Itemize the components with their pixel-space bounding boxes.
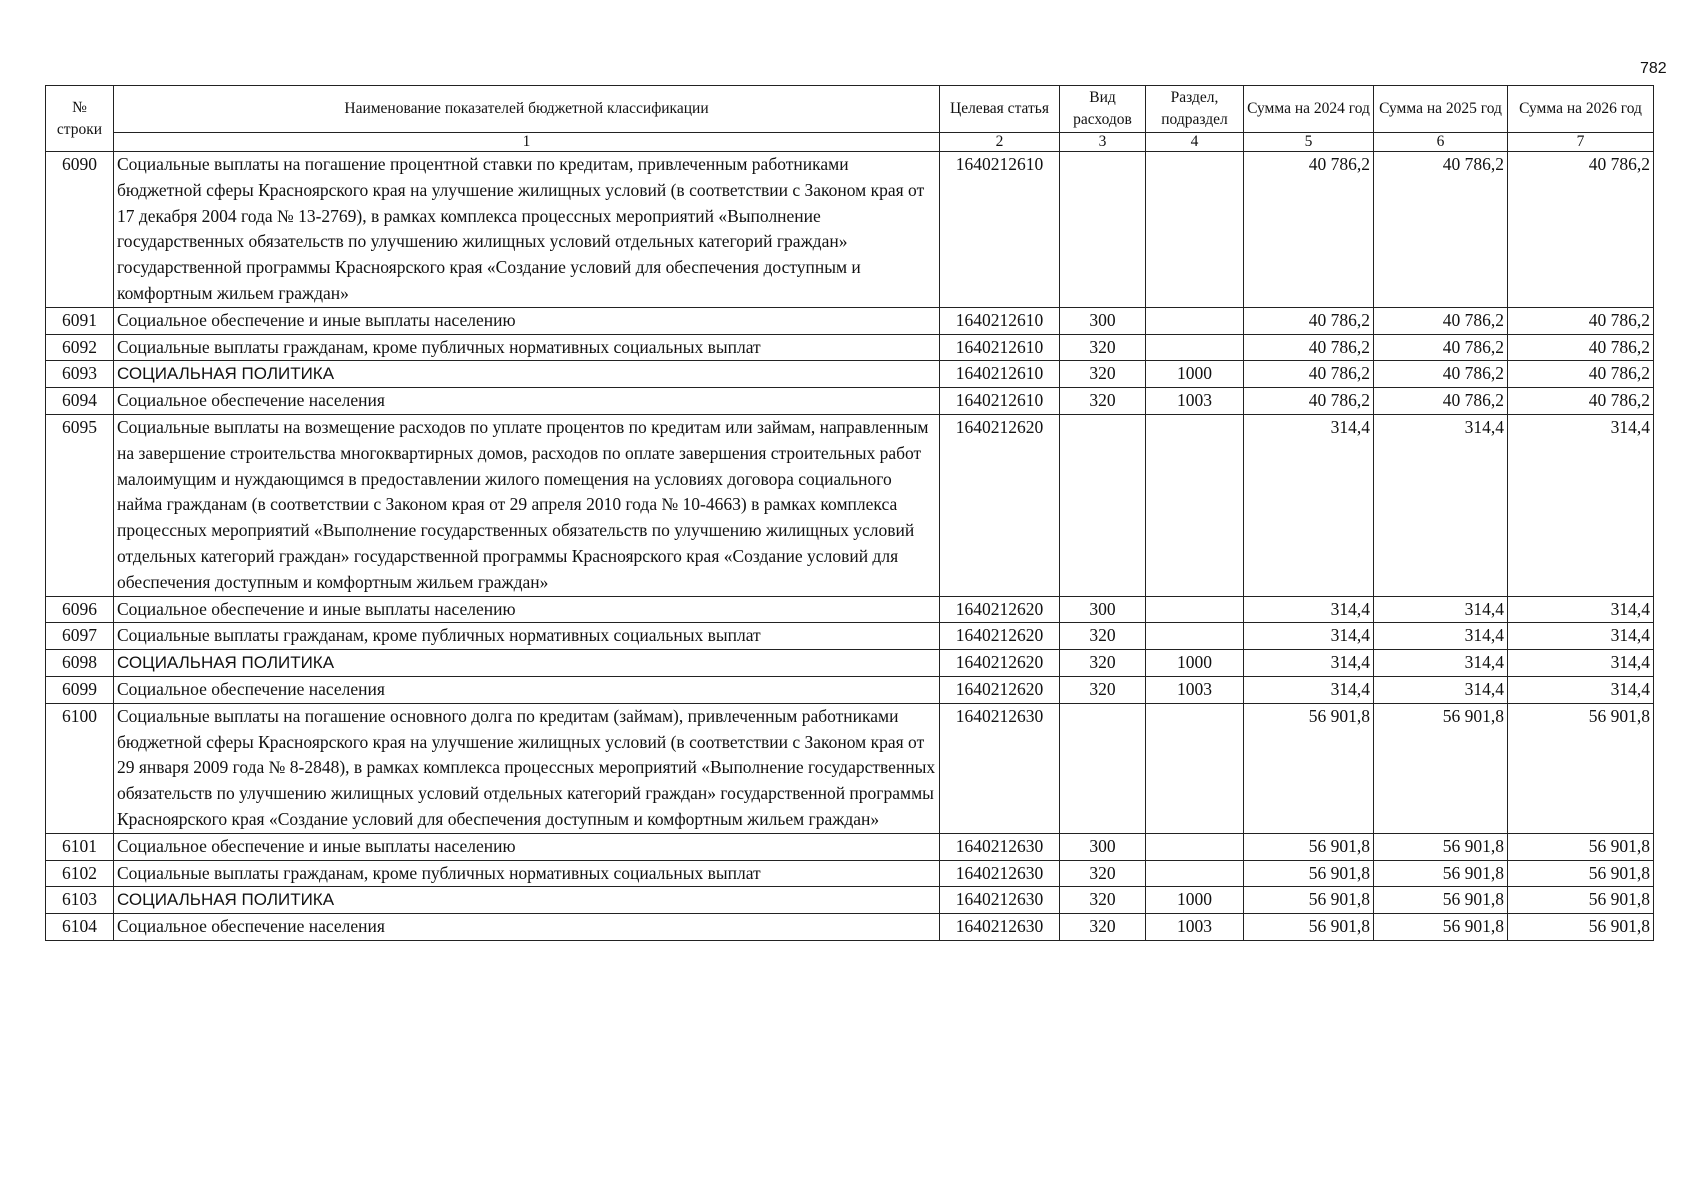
row-name: СОЦИАЛЬНАЯ ПОЛИТИКА (114, 887, 940, 914)
table-row (46, 361, 1654, 388)
row-section: 1000 (1146, 361, 1244, 388)
row-expense-type: 320 (1060, 623, 1146, 650)
table-row (46, 152, 1654, 308)
table-row (46, 623, 1654, 650)
row-name: Социальное обеспечение населения (114, 914, 940, 941)
row-section (1146, 833, 1244, 860)
row-section: 1000 (1146, 887, 1244, 914)
row-amount-2025: 56 901,8 (1374, 860, 1508, 887)
table-row (46, 887, 1654, 914)
row-number: 6104 (46, 914, 114, 941)
row-amount-2025: 314,4 (1374, 596, 1508, 623)
row-amount-2026: 314,4 (1508, 650, 1654, 677)
row-target-article: 1640212630 (940, 887, 1060, 914)
column-number: 3 (1060, 133, 1146, 152)
row-target-article: 1640212630 (940, 914, 1060, 941)
header-name: Наименование показателей бюджетной классификации (114, 86, 940, 133)
row-section (1146, 623, 1244, 650)
row-amount-2024: 56 901,8 (1244, 833, 1374, 860)
row-expense-type: 320 (1060, 334, 1146, 361)
table-body (46, 152, 1654, 941)
row-amount-2024: 40 786,2 (1244, 152, 1374, 308)
row-expense-type (1060, 703, 1146, 833)
table-row (46, 914, 1654, 941)
row-amount-2025: 56 901,8 (1374, 914, 1508, 941)
column-number-row (46, 133, 1654, 152)
row-amount-2024: 314,4 (1244, 623, 1374, 650)
row-name: Социальные выплаты на погашение процентной ставки по кредитам, привлеченным работниками бюджетной сферы Красноярского края на улучшение жилищных условий (в соответствии с Законом края от 17 декабря 2004 года № 13-2769), в рамках комплекса процессных мероприятий «Выполнение государственных обязательств по улучшению жилищных условий отдельных категорий граждан» государственной программы Красноярского края «Создание условий для обеспечения доступным и комфортным жильем граждан» (114, 152, 940, 308)
row-expense-type: 320 (1060, 361, 1146, 388)
row-number: 6100 (46, 703, 114, 833)
row-number: 6099 (46, 676, 114, 703)
header-type: Вид расходов (1060, 86, 1146, 133)
row-number: 6096 (46, 596, 114, 623)
row-target-article: 1640212620 (940, 676, 1060, 703)
row-amount-2024: 314,4 (1244, 650, 1374, 677)
row-number: 6095 (46, 414, 114, 596)
row-amount-2026: 40 786,2 (1508, 334, 1654, 361)
row-name: Социальное обеспечение населения (114, 676, 940, 703)
table-row (46, 703, 1654, 833)
row-target-article: 1640212610 (940, 361, 1060, 388)
row-expense-type: 320 (1060, 860, 1146, 887)
table-row (46, 833, 1654, 860)
row-target-article: 1640212630 (940, 860, 1060, 887)
row-target-article: 1640212610 (940, 388, 1060, 415)
row-expense-type: 320 (1060, 887, 1146, 914)
row-amount-2024: 56 901,8 (1244, 860, 1374, 887)
table-row (46, 307, 1654, 334)
header-2025: Сумма на 2025 год (1374, 86, 1508, 133)
row-expense-type: 320 (1060, 388, 1146, 415)
row-amount-2024: 40 786,2 (1244, 334, 1374, 361)
row-section: 1000 (1146, 650, 1244, 677)
row-target-article: 1640212630 (940, 703, 1060, 833)
row-section (1146, 703, 1244, 833)
row-amount-2025: 314,4 (1374, 623, 1508, 650)
row-amount-2024: 314,4 (1244, 596, 1374, 623)
row-amount-2024: 314,4 (1244, 676, 1374, 703)
row-number: 6103 (46, 887, 114, 914)
row-amount-2024: 56 901,8 (1244, 914, 1374, 941)
column-number: 6 (1374, 133, 1508, 152)
row-amount-2026: 56 901,8 (1508, 914, 1654, 941)
row-amount-2026: 314,4 (1508, 414, 1654, 596)
row-name: Социальные выплаты гражданам, кроме публичных нормативных социальных выплат (114, 334, 940, 361)
row-amount-2024: 40 786,2 (1244, 388, 1374, 415)
row-amount-2026: 40 786,2 (1508, 388, 1654, 415)
row-amount-2025: 40 786,2 (1374, 152, 1508, 308)
row-section (1146, 152, 1244, 308)
budget-table (45, 85, 1654, 941)
row-expense-type: 300 (1060, 596, 1146, 623)
column-number: 5 (1244, 133, 1374, 152)
row-amount-2026: 56 901,8 (1508, 887, 1654, 914)
row-section: 1003 (1146, 914, 1244, 941)
row-expense-type: 320 (1060, 676, 1146, 703)
row-section (1146, 860, 1244, 887)
row-number: 6090 (46, 152, 114, 308)
row-expense-type (1060, 152, 1146, 308)
column-number: 4 (1146, 133, 1244, 152)
row-amount-2025: 40 786,2 (1374, 334, 1508, 361)
row-name: Социальные выплаты на погашение основного долга по кредитам (займам), привлеченным работниками бюджетной сферы Красноярского края на улучшение жилищных условий (в соответствии с Законом края от 29 января 2009 года № 8-2848), в рамках комплекса процессных мероприятий «Выполнение государственных обязательств по улучшению жилищных условий отдельных категорий граждан» государственной программы Красноярского края «Создание условий для обеспечения доступным и комфортным жильем граждан» (114, 703, 940, 833)
row-name: СОЦИАЛЬНАЯ ПОЛИТИКА (114, 650, 940, 677)
row-target-article: 1640212620 (940, 650, 1060, 677)
row-number: 6091 (46, 307, 114, 334)
row-amount-2026: 314,4 (1508, 596, 1654, 623)
row-amount-2026: 40 786,2 (1508, 307, 1654, 334)
row-name: Социальное обеспечение населения (114, 388, 940, 415)
row-amount-2025: 314,4 (1374, 676, 1508, 703)
column-number: 1 (114, 133, 940, 152)
row-amount-2024: 314,4 (1244, 414, 1374, 596)
table-row (46, 596, 1654, 623)
row-section (1146, 307, 1244, 334)
row-section: 1003 (1146, 676, 1244, 703)
row-amount-2025: 56 901,8 (1374, 887, 1508, 914)
table-row (46, 650, 1654, 677)
row-number: 6092 (46, 334, 114, 361)
row-target-article: 1640212620 (940, 414, 1060, 596)
row-amount-2025: 56 901,8 (1374, 703, 1508, 833)
row-amount-2026: 56 901,8 (1508, 833, 1654, 860)
row-amount-2026: 40 786,2 (1508, 152, 1654, 308)
row-expense-type: 320 (1060, 650, 1146, 677)
row-name: Социальные выплаты гражданам, кроме публичных нормативных социальных выплат (114, 623, 940, 650)
row-expense-type: 300 (1060, 833, 1146, 860)
row-target-article: 1640212610 (940, 307, 1060, 334)
row-section: 1003 (1146, 388, 1244, 415)
row-amount-2025: 314,4 (1374, 414, 1508, 596)
header-2026: Сумма на 2026 год (1508, 86, 1654, 133)
row-amount-2026: 56 901,8 (1508, 703, 1654, 833)
row-name: Социальное обеспечение и иные выплаты населению (114, 833, 940, 860)
table-row (46, 676, 1654, 703)
row-section (1146, 414, 1244, 596)
row-amount-2025: 40 786,2 (1374, 361, 1508, 388)
row-target-article: 1640212630 (940, 833, 1060, 860)
row-target-article: 1640212620 (940, 623, 1060, 650)
row-name: Социальные выплаты на возмещение расходов по уплате процентов по кредитам или займам, направленным на завершение строительства многоквартирных домов, расходов по оплате завершения строительных работ малоимущим и нуждающимся в предоставлении жилого помещения на условиях договора социального найма гражданам (в соответствии с Законом края от 29 апреля 2010 года № 10-4663) в рамках комплекса процессных мероприятий «Выполнение государственных обязательств по улучшению жилищных условий отдельных категорий граждан» государственной программы Красноярского края «Создание условий для обеспечения доступным и комфортным жильем граждан» (114, 414, 940, 596)
row-expense-type: 300 (1060, 307, 1146, 334)
row-expense-type (1060, 414, 1146, 596)
row-amount-2024: 56 901,8 (1244, 887, 1374, 914)
row-section (1146, 334, 1244, 361)
table-row (46, 860, 1654, 887)
row-amount-2026: 56 901,8 (1508, 860, 1654, 887)
page-number: 782 (1640, 60, 1667, 77)
header-row (46, 86, 1654, 133)
row-target-article: 1640212610 (940, 334, 1060, 361)
row-expense-type: 320 (1060, 914, 1146, 941)
row-name: Социальное обеспечение и иные выплаты населению (114, 596, 940, 623)
row-name: Социальное обеспечение и иные выплаты населению (114, 307, 940, 334)
row-amount-2025: 40 786,2 (1374, 307, 1508, 334)
column-number: 2 (940, 133, 1060, 152)
header-section: Раздел, подраздел (1146, 86, 1244, 133)
row-amount-2024: 40 786,2 (1244, 307, 1374, 334)
table-row (46, 334, 1654, 361)
row-number: 6101 (46, 833, 114, 860)
row-amount-2026: 40 786,2 (1508, 361, 1654, 388)
row-target-article: 1640212620 (940, 596, 1060, 623)
row-number: 6094 (46, 388, 114, 415)
column-number: 7 (1508, 133, 1654, 152)
row-amount-2025: 56 901,8 (1374, 833, 1508, 860)
row-amount-2026: 314,4 (1508, 623, 1654, 650)
row-target-article: 1640212610 (940, 152, 1060, 308)
row-name: Социальные выплаты гражданам, кроме публичных нормативных социальных выплат (114, 860, 940, 887)
header-2024: Сумма на 2024 год (1244, 86, 1374, 133)
row-amount-2026: 314,4 (1508, 676, 1654, 703)
row-amount-2024: 56 901,8 (1244, 703, 1374, 833)
table-row (46, 414, 1654, 596)
row-number: 6093 (46, 361, 114, 388)
row-number: 6102 (46, 860, 114, 887)
row-name: СОЦИАЛЬНАЯ ПОЛИТИКА (114, 361, 940, 388)
header-code: Целевая статья (940, 86, 1060, 133)
row-number: 6097 (46, 623, 114, 650)
row-amount-2025: 314,4 (1374, 650, 1508, 677)
row-amount-2024: 40 786,2 (1244, 361, 1374, 388)
row-number: 6098 (46, 650, 114, 677)
header-row-no: № строки (46, 86, 114, 152)
row-amount-2025: 40 786,2 (1374, 388, 1508, 415)
row-section (1146, 596, 1244, 623)
table-row (46, 388, 1654, 415)
